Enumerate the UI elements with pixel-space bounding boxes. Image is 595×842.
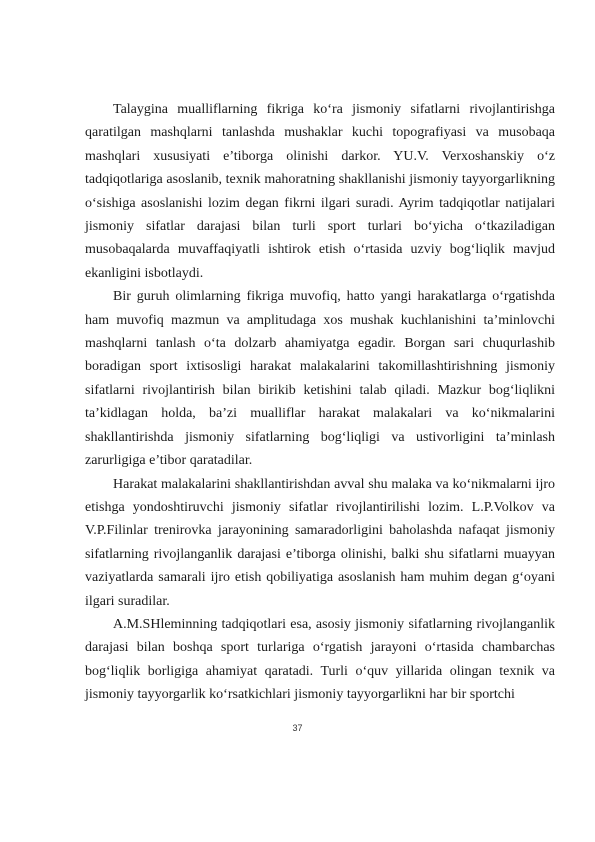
paragraph-2: Bir guruh olimlarning fikriga muvofiq, hatto yangi harakatlarga o‘rgatishda ham muvofiq mazmun va amplitudaga xos mushak kuchlanishini ta’minlovchi mashqlarni tanlash o‘ta dolzarb ahamiyatga egadir. Borgan sari chuqurlashib boradigan sport ixtisosligi harakat malakalarini takomillashtirishning jismoniy sifatlarni rivojlantirish bilan birikib ketishini talab qiladi. Mazkur bog‘liqlikni ta’kidlagan holda, ba’zi mualliflar harakat malakalari va ko‘nikmalarini shakllantirishda jismoniy sifatlarning bog‘liqligi va ustivorligini ta’minlash zarurligiga e’tibor qaratadilar. [85, 289, 555, 469]
page-number: 37 [292, 723, 303, 733]
document-page [85, 98, 555, 707]
paragraph-3: Harakat malakalarini shakllantirishdan avval shu malaka va ko‘nikmalarni ijro etishga yondoshtiruvchi jismoniy sifatlar rivojlantirilishi lozim. L.P.Volkov va V.P.Filinlar trenirovka jarayonining samaradorligini baholashda nafaqat jismoniy sifatlarning rivojlanganlik darajasi e’tiborga olinishi, balki shu sifatlarni muayyan vaziyatlarda samarali ijro etish qobiliyatiga asoslanish ham muhim degan g‘oyani ilgari suradilar. [85, 476, 555, 609]
paragraph-4: A.M.SHleminning tadqiqotlari esa, asosiy jismoniy sifatlarning rivojlanganlik darajasi bilan boshqa sport turlariga o‘rgatish jarayoni o‘rtasida chambarchas bog‘liqlik borligiga ahamiyat qaratadi. Turli o‘quv yillarida olingan texnik va jismoniy tayyorgarlik ko‘rsatkichlari jismoniy tayyorgarlikni har bir sportchi [85, 616, 555, 703]
paragraph-1: Talaygina mualliflarning fikriga ko‘ra jismoniy sifatlarni rivojlantirishga qaratilgan mashqlarni tanlashda mushaklar kuchi topografiyasi va musobaqa mashqlari xususiyati e’tiborga olinishi darkor. YU.V. Verxoshanskiy o‘z tadqiqotlariga asoslanib, texnik mahoratning shakllanishi jismoniy tayyorgarlikning o‘sishiga asoslanishi lozim degan fikrni ilgari suradi. Ayrim tadqiqotlar natijalari jismoniy sifatlar darajasi bilan turli sport turlari bo‘yicha o‘tkaziladigan musobaqalarda muvaffaqiyatli ishtirok etish o‘rtasida uzviy bog‘liqlik mavjud ekanligini isbotlaydi. [85, 102, 555, 281]
